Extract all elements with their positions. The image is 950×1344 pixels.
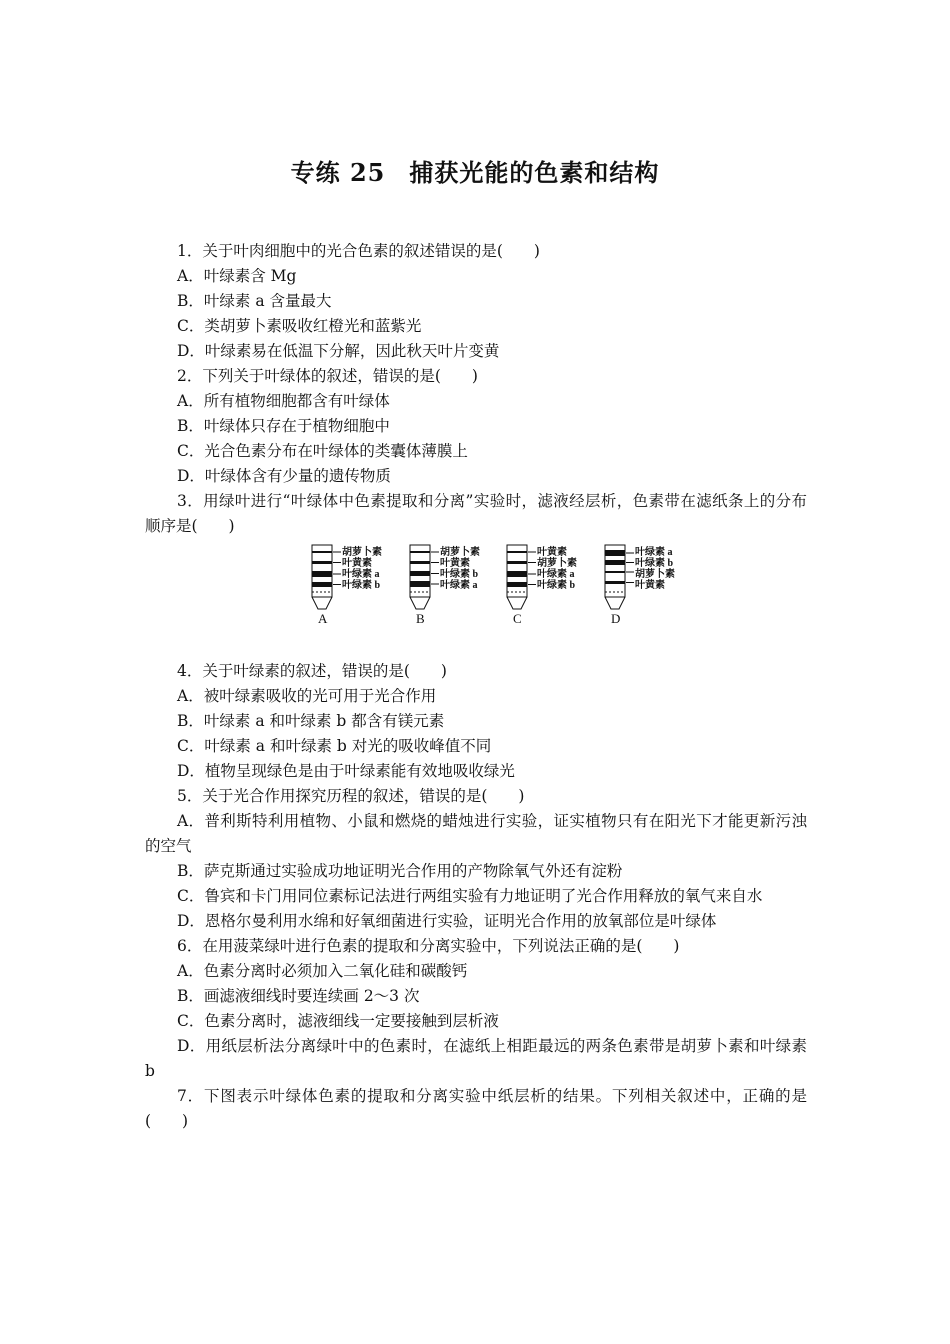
option-c: C．色素分离时，滤液细线一定要接触到层析液 xyxy=(177,1012,499,1030)
option-a: A．色素分离时必须加入二氧化硅和碳酸钙 xyxy=(177,962,468,980)
question-stem: 4．关于叶绿素的叙述，错误的是( ) xyxy=(177,662,447,680)
question-stem: 6．在用菠菜绿叶进行色素的提取和分离实验中，下列说法正确的是( ) xyxy=(177,937,680,955)
band-label: 胡萝卜素 xyxy=(440,547,480,558)
option-d: D．叶绿体含有少量的遗传物质 xyxy=(177,467,391,485)
option-d: D．用纸层析法分离绿叶中的色素时，在滤纸上相距最远的两条色素带是胡萝卜素和叶绿素 b xyxy=(145,1037,807,1080)
chromatography-strips-svg xyxy=(145,539,807,659)
option-c: C．鲁宾和卡门用同位素标记法进行两组实验有力地证明了光合作用释放的氧气来自水 xyxy=(177,887,763,905)
band-label: 叶黄素 xyxy=(342,558,372,569)
option-b: B．叶绿素 a 含量最大 xyxy=(177,292,332,310)
band-label: 叶黄素 xyxy=(537,547,567,558)
option-d: D．恩格尔曼利用水绵和好氧细菌进行实验，证明光合作用的放氧部位是叶绿体 xyxy=(177,912,717,930)
band-label: 叶绿素 a xyxy=(635,547,673,558)
option-d: D．叶绿素易在低温下分解，因此秋天叶片变黄 xyxy=(177,342,500,360)
band-label: 叶绿素 b xyxy=(342,580,381,591)
band-label: 叶绿素 a xyxy=(537,569,575,580)
strip-d xyxy=(605,545,675,626)
question-list xyxy=(145,239,807,1134)
strip-c xyxy=(507,545,577,626)
band-label: 叶绿素 a xyxy=(342,569,380,580)
option-b: B．叶绿素 a 和叶绿素 b 都含有镁元素 xyxy=(177,712,445,730)
option-a: A．叶绿素含 Mg xyxy=(177,267,297,285)
band-label: 叶绿素 b xyxy=(440,569,479,580)
option-d: D．植物呈现绿色是由于叶绿素能有效地吸收绿光 xyxy=(177,762,515,780)
band-label: 胡萝卜素 xyxy=(635,569,675,580)
strip-letter: C xyxy=(513,611,522,626)
strip-b xyxy=(410,545,480,626)
band-label: 叶绿素 a xyxy=(440,580,478,591)
option-a: A．所有植物细胞都含有叶绿体 xyxy=(177,392,390,410)
question-stem: 7．下图表示叶绿体色素的提取和分离实验中纸层析的结果。下列相关叙述中，正确的是( ) xyxy=(145,1087,807,1130)
title-number: 专练 25 xyxy=(290,158,386,187)
band-label: 胡萝卜素 xyxy=(342,547,382,558)
question-stem: 3．用绿叶进行“叶绿体中色素提取和分离”实验时，滤液经层析，色素带在滤纸条上的分布顺序是( ) xyxy=(145,492,807,535)
option-c: C．叶绿素 a 和叶绿素 b 对光的吸收峰值不同 xyxy=(177,737,492,755)
option-b: B．叶绿体只存在于植物细胞中 xyxy=(177,417,390,435)
chromatography-figure xyxy=(145,539,807,659)
option-a: A．被叶绿素吸收的光可用于光合作用 xyxy=(177,687,437,705)
band-label: 胡萝卜素 xyxy=(537,558,577,569)
strip-letter: B xyxy=(416,611,425,626)
strip-letter: D xyxy=(611,611,621,626)
strip-letter: A xyxy=(318,611,328,626)
question-stem: 2．下列关于叶绿体的叙述，错误的是( ) xyxy=(177,367,478,385)
title-text: 捕获光能的色素和结构 xyxy=(409,158,660,187)
band-label: 叶黄素 xyxy=(440,558,470,569)
question-stem: 1．关于叶肉细胞中的光合色素的叙述错误的是( ) xyxy=(177,242,540,260)
option-c: C．光合色素分布在叶绿体的类囊体薄膜上 xyxy=(177,442,468,460)
page-title xyxy=(0,153,950,188)
option-c: C．类胡萝卜素吸收红橙光和蓝紫光 xyxy=(177,317,422,335)
band-label: 叶黄素 xyxy=(635,580,665,591)
question-stem: 5．关于光合作用探究历程的叙述，错误的是( ) xyxy=(177,787,525,805)
strip-a xyxy=(312,545,382,626)
option-a: A．普利斯特利用植物、小鼠和燃烧的蜡烛进行实验，证实植物只有在阳光下才能更新污浊的空气 xyxy=(145,812,807,855)
band-label: 叶绿素 b xyxy=(635,558,674,569)
band-label: 叶绿素 b xyxy=(537,580,576,591)
option-b: B．画滤液细线时要连续画 2～3 次 xyxy=(177,987,420,1005)
option-b: B．萨克斯通过实验成功地证明光合作用的产物除氧气外还有淀粉 xyxy=(177,862,623,880)
